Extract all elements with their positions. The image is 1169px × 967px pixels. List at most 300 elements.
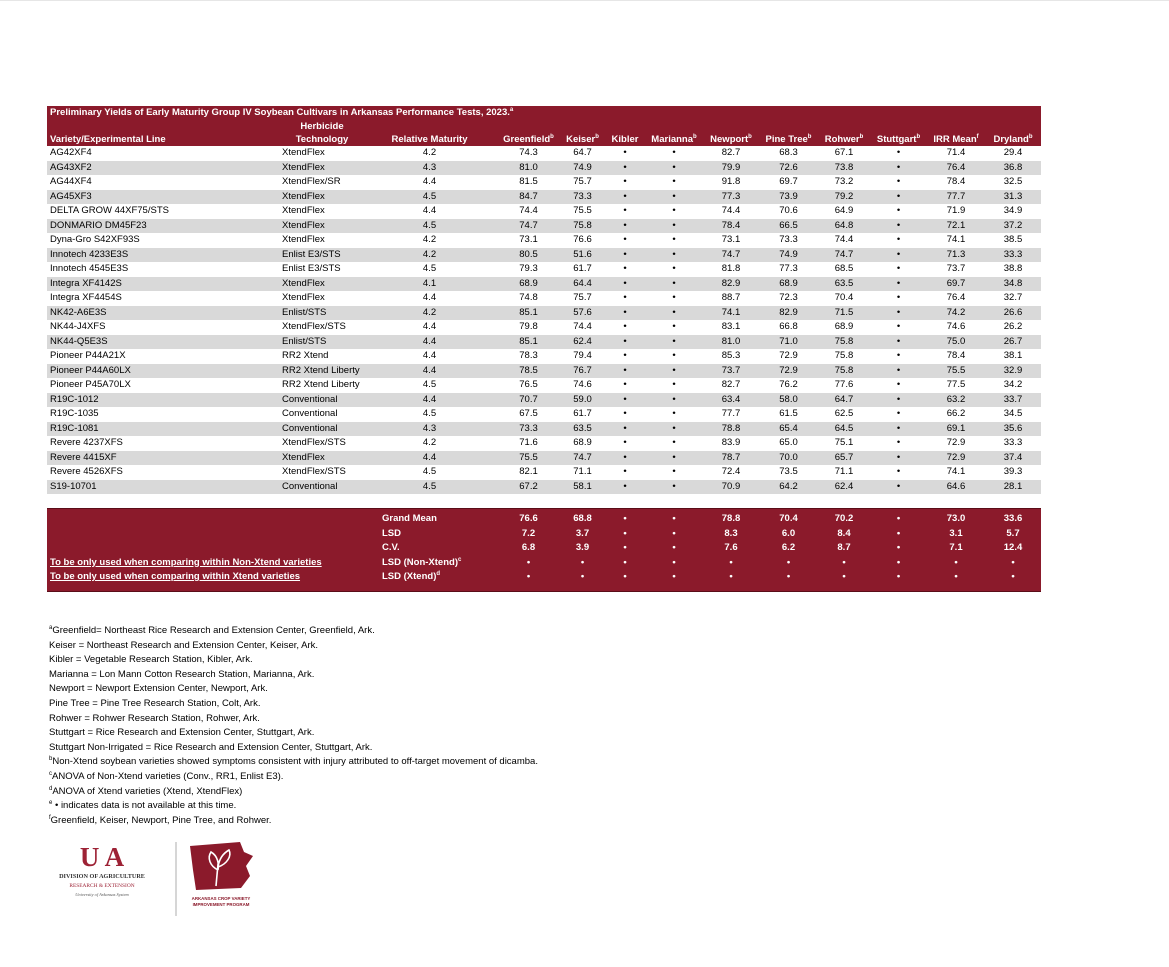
footnote-line: Marianna = Lon Mann Cotton Research Station, Marianna, Ark. [49,668,315,680]
variety-cell: R19C-1081 [47,422,282,437]
summary-value: • [842,571,846,582]
summary-label: LSD (Non-Xtend)$^c$ [382,556,462,568]
yield-cell: 72.9 [759,349,818,364]
yield-cell: 75.7 [560,291,605,306]
yield-cell: 68.3 [759,146,818,161]
header-herbicide-line1: Herbicide [282,120,362,133]
table-row [47,190,1041,205]
yield-cell: 80.5 [497,248,560,263]
variety-cell: Revere 4237XFS [47,436,282,451]
yield-cell: 74.9 [759,248,818,263]
summary-value: 3.9 [575,542,590,553]
summary-row [47,512,1041,527]
yield-cell: • [645,364,703,379]
maturity-cell: 4.2 [362,146,497,161]
herbicide-cell: XtendFlex [282,219,362,234]
variety-cell: NK44-Q5E3S [47,335,282,350]
yield-cell: • [645,393,703,408]
yield-cell: • [645,204,703,219]
comparison-note-link [47,527,382,542]
yield-cell: 74.2 [927,306,985,321]
footnote-line: $^e$ • indicates data is not available at this time. [49,799,237,812]
yield-cell: 82.9 [759,306,818,321]
header-herbicide-line2: Technology [282,133,362,146]
yield-cell: 77.6 [818,378,870,393]
summary-value: • [1011,556,1015,568]
yield-cell: • [870,190,927,205]
yield-cell: 71.9 [927,204,985,219]
yield-cell: 58.1 [560,480,605,495]
maturity-cell: 4.5 [362,190,497,205]
summary-value: 8.7 [837,542,851,553]
yield-cell: 65.4 [759,422,818,437]
summary-value: 7.2 [521,527,536,539]
yield-cell: • [645,378,703,393]
yield-cell: 66.2 [927,407,985,422]
yield-cell: 64.2 [759,480,818,495]
yield-cell: • [605,393,645,408]
uada-monogram: U A [79,842,125,872]
herbicide-cell: XtendFlex/STS [282,465,362,480]
yield-cell: • [645,175,703,190]
maturity-cell: 4.3 [362,161,497,176]
summary-value: 33.6 [1003,513,1023,524]
summary-body [47,512,1041,585]
variety-cell: NK42-A6E3S [47,306,282,321]
yield-cell: 79.4 [560,349,605,364]
yield-cell: 73.5 [759,465,818,480]
yield-cell: 71.3 [927,248,985,263]
maturity-cell: 4.5 [362,262,497,277]
yield-cell: • [605,248,645,263]
yield-cell: 79.2 [818,190,870,205]
table-row [47,248,1041,263]
yield-cell: • [605,407,645,422]
yield-cell: • [645,335,703,350]
yield-cell: 68.9 [497,277,560,292]
summary-label: LSD [382,527,401,539]
variety-cell: Innotech 4233E3S [47,248,282,263]
herbicide-cell: XtendFlex/STS [282,436,362,451]
header-location: Stuttgart$^b$ [870,133,927,146]
summary-value: 6.2 [781,542,796,553]
comparison-note-link[interactable]: To be only used when comparing within Non-Xtend varieties [50,556,322,568]
yield-cell: 71.1 [560,465,605,480]
maturity-cell: 4.4 [362,291,497,306]
yield-cell: • [605,219,645,234]
maturity-cell: 4.5 [362,407,497,422]
yield-cell: 32.9 [985,364,1041,379]
yield-cell: 72.9 [759,364,818,379]
summary-value: • [672,542,676,553]
table-row [47,407,1041,422]
summary-value: • [623,542,627,553]
yield-cell: 77.5 [927,378,985,393]
yield-cell: 78.4 [927,349,985,364]
yield-cell: • [645,480,703,495]
yield-cell: • [605,335,645,350]
herbicide-cell: Enlist E3/STS [282,262,362,277]
variety-cell: Pioneer P45A70LX [47,378,282,393]
yield-cell: • [645,262,703,277]
herbicide-cell: Enlist/STS [282,335,362,350]
header-location: Keiser$^b$ [560,133,605,146]
yield-cell: • [605,378,645,393]
yield-cell: • [870,480,927,495]
yield-cell: 83.9 [703,436,759,451]
yield-cell: 78.5 [497,364,560,379]
summary-value: 73.0 [946,513,966,524]
yield-cell: 72.1 [927,219,985,234]
yield-cell: 82.7 [703,378,759,393]
summary-value: • [842,556,846,568]
yield-cell: 31.3 [985,190,1041,205]
yield-cell: 77.3 [759,262,818,277]
summary-value: • [896,513,901,524]
footnote-line: $^a$Greenfield= Northeast Rice Research and Extension Center, Greenfield, Ark. [49,624,375,636]
yield-cell: • [645,306,703,321]
footnote-line: Keiser = Northeast Research and Extension Center, Keiser, Ark. [49,639,319,651]
yield-cell: • [605,262,645,277]
yield-cell: 73.8 [818,161,870,176]
herbicide-cell: Conventional [282,407,362,422]
summary-value: 6.8 [521,542,536,553]
yield-table [47,120,1041,494]
yield-cell: 79.3 [497,262,560,277]
footnote-line: $^b$Non-Xtend soybean varieties showed symptoms consistent with injury attributed to off-target movement of dicamba. [49,756,538,768]
herbicide-cell: XtendFlex [282,204,362,219]
herbicide-cell: XtendFlex [282,291,362,306]
summary-label: C.V. [382,542,400,553]
yield-cell: • [645,146,703,161]
yield-cell: 82.1 [497,465,560,480]
yield-cell: 64.7 [560,146,605,161]
yield-cell: 32.7 [985,291,1041,306]
header-variety: Variety/Experimental Line [47,133,282,146]
yield-cell: 65.7 [818,451,870,466]
yield-cell: • [605,451,645,466]
yield-cell: 73.7 [703,364,759,379]
yield-cell: 68.9 [759,277,818,292]
yield-cell: 70.9 [703,480,759,495]
yield-cell: • [870,291,927,306]
summary-value: • [672,527,676,539]
yield-cell: • [605,204,645,219]
table-row [47,451,1041,466]
summary-value: • [672,556,676,568]
variety-cell: Revere 4415XF [47,451,282,466]
yield-cell: 68.9 [818,320,870,335]
summary-value: 6.0 [781,527,796,539]
maturity-cell: 4.4 [362,364,497,379]
summary-value: 3.1 [949,527,963,539]
footnote-line: Stuttgart = Rice Research and Extension Center, Stuttgart, Ark. [49,727,315,739]
summary-value: 8.3 [724,527,738,539]
yield-cell: • [645,320,703,335]
summary-value: • [786,556,791,568]
yield-cell: • [605,277,645,292]
maturity-cell: 4.1 [362,277,497,292]
yield-cell: 71.1 [818,465,870,480]
table-row [47,306,1041,321]
table-row [47,480,1041,495]
uada-line1: DIVISION OF AGRICULTURE [59,873,145,880]
yield-cell: • [605,306,645,321]
footnote-line: $^f$Greenfield, Keiser, Newport, Pine Tree, and Rohwer. [49,814,272,826]
yield-cell: • [645,248,703,263]
yield-cell: 65.0 [759,436,818,451]
footnote-line: Newport = Newport Extension Center, Newport, Ark. [49,683,268,695]
yield-cell: 73.2 [818,175,870,190]
yield-cell: 62.4 [560,335,605,350]
summary-label: Grand Mean [382,513,437,524]
yield-cell: • [870,335,927,350]
yield-cell: 75.8 [818,349,870,364]
summary-value: 8.4 [837,527,851,539]
summary-value: • [954,556,958,568]
yield-cell: 78.8 [703,422,759,437]
herbicide-cell: RR2 Xtend [282,349,362,364]
summary-label: LSD (Xtend)$^d$ [382,570,441,582]
yield-cell: 73.1 [497,233,560,248]
yield-cell: 70.6 [759,204,818,219]
maturity-cell: 4.2 [362,436,497,451]
maturity-cell: 4.4 [362,393,497,408]
yield-cell: 33.3 [985,436,1041,451]
yield-cell: • [605,480,645,495]
variety-cell: Integra XF4142S [47,277,282,292]
yield-cell: 74.6 [560,378,605,393]
yield-cell: 75.5 [560,204,605,219]
yield-cell: 36.8 [985,161,1041,176]
summary-value: 3.7 [575,527,590,539]
header-location: Dryland$^b$ [985,133,1041,146]
summary-value: • [672,513,676,524]
yield-cell: 32.5 [985,175,1041,190]
yield-cell: 69.1 [927,422,985,437]
top-rule [0,0,1169,1]
yield-cell: 85.3 [703,349,759,364]
yield-cell: • [870,422,927,437]
yield-cell: 73.9 [759,190,818,205]
yield-cell: 28.1 [985,480,1041,495]
footnote-line: Stuttgart Non-Irrigated = Rice Research and Extension Center, Stuttgart, Ark. [49,741,373,753]
herbicide-cell: Enlist/STS [282,306,362,321]
yield-cell: • [870,349,927,364]
yield-cell: 67.2 [497,480,560,495]
summary-value: • [672,571,676,582]
yield-cell: • [645,219,703,234]
maturity-cell: 4.4 [362,451,497,466]
yield-cell: 64.8 [818,219,870,234]
yield-cell: 64.6 [927,480,985,495]
summary-value: • [623,513,627,524]
yield-cell: 75.5 [927,364,985,379]
yield-cell: • [870,277,927,292]
table-title-text: Preliminary Yields of Early Maturity Group IV Soybean Cultivars in Arkansas Performance Tests, 2023. [50,107,510,118]
yield-cell: • [605,233,645,248]
table-row [47,219,1041,234]
yield-cell: 73.7 [927,262,985,277]
yield-cell: 62.5 [818,407,870,422]
yield-cell: 74.6 [927,320,985,335]
summary-value: 12.4 [1003,542,1023,553]
acvip-line2: IMPROVEMENT PROGRAM [192,902,250,907]
summary-value: • [1011,571,1015,582]
yield-cell: 77.3 [703,190,759,205]
header-relative-maturity: Relative Maturity [362,133,497,146]
yield-cell: 74.9 [560,161,605,176]
summary-band [47,508,1041,592]
yield-cell: • [645,422,703,437]
yield-cell: 51.6 [560,248,605,263]
table-row [47,175,1041,190]
table-row [47,277,1041,292]
yield-cell: • [645,349,703,364]
comparison-note-link[interactable]: To be only used when comparing within Xtend varieties [50,571,301,582]
yield-cell: • [645,233,703,248]
footnotes [49,624,538,828]
summary-value: • [786,571,791,582]
title-footnote-mark: a [509,106,514,113]
maturity-cell: 4.2 [362,306,497,321]
yield-cell: 85.1 [497,335,560,350]
yield-cell: • [870,407,927,422]
yield-cell: • [605,465,645,480]
yield-cell: 70.4 [818,291,870,306]
yield-cell: 26.6 [985,306,1041,321]
yield-cell: 76.6 [560,233,605,248]
table-row [47,393,1041,408]
yield-cell: 34.5 [985,407,1041,422]
yield-cell: 88.7 [703,291,759,306]
summary-value: • [729,571,733,582]
maturity-cell: 4.5 [362,465,497,480]
yield-cell: 74.4 [703,204,759,219]
summary-value: 68.8 [573,513,592,524]
table-row [47,422,1041,437]
summary-value: 70.4 [779,513,798,524]
summary-value: 5.7 [1006,527,1020,539]
yield-cell: 63.2 [927,393,985,408]
yield-cell: • [870,451,927,466]
yield-cell: 81.8 [703,262,759,277]
yield-cell: 83.1 [703,320,759,335]
yield-cell: 75.0 [927,335,985,350]
yield-cell: 74.1 [927,465,985,480]
variety-cell: AG42XF4 [47,146,282,161]
yield-cell: 75.8 [560,219,605,234]
yield-cell: • [605,175,645,190]
herbicide-cell: XtendFlex [282,451,362,466]
yield-cell: • [605,291,645,306]
yield-cell: 75.8 [818,364,870,379]
yield-cell: • [870,233,927,248]
herbicide-cell: RR2 Xtend Liberty [282,378,362,393]
yield-cell: • [605,161,645,176]
yield-cell: 64.5 [818,422,870,437]
yield-cell: 38.8 [985,262,1041,277]
table-row [47,364,1041,379]
maturity-cell: 4.4 [362,335,497,350]
yield-cell: • [645,291,703,306]
comparison-note-link [47,512,382,527]
yield-cell: 69.7 [927,277,985,292]
yield-cell: 69.7 [759,175,818,190]
yield-cell: 78.3 [497,349,560,364]
yield-cell: 67.5 [497,407,560,422]
yield-cell: 79.9 [703,161,759,176]
maturity-cell: 4.5 [362,219,497,234]
yield-cell: 64.9 [818,204,870,219]
yield-cell: • [645,436,703,451]
yield-cell: 74.7 [818,248,870,263]
yield-cell: • [870,161,927,176]
yield-cell: 78.4 [703,219,759,234]
herbicide-cell: XtendFlex [282,146,362,161]
yield-cell: 72.9 [927,436,985,451]
yield-cell: 61.7 [560,407,605,422]
yield-cell: 72.6 [759,161,818,176]
yield-cell: 71.0 [759,335,818,350]
yield-cell: 74.3 [497,146,560,161]
yield-cell: 26.7 [985,335,1041,350]
header-location: Marianna$^b$ [645,133,703,146]
summary-value: • [526,571,531,582]
yield-cell: 73.3 [560,190,605,205]
maturity-cell: 4.2 [362,248,497,263]
yield-cell: 78.7 [703,451,759,466]
summary-value: 7.6 [724,542,738,553]
yield-cell: 38.1 [985,349,1041,364]
variety-cell: Pioneer P44A21X [47,349,282,364]
yield-cell: • [870,175,927,190]
logo-artwork [46,840,276,920]
yield-cell: 75.8 [818,335,870,350]
yield-cell: 68.5 [818,262,870,277]
uada-line2: RESEARCH & EXTENSION [69,883,135,889]
yield-cell: • [605,320,645,335]
yield-cell: 38.5 [985,233,1041,248]
table-header [47,120,1041,146]
yield-cell: 72.9 [927,451,985,466]
yield-cell: 71.5 [818,306,870,321]
yield-cell: • [605,190,645,205]
yield-cell: 29.4 [985,146,1041,161]
variety-cell: AG43XF2 [47,161,282,176]
header-location: Pine Tree$^b$ [759,133,818,146]
yield-cell: 68.9 [560,436,605,451]
yield-cell: • [645,465,703,480]
herbicide-cell: Enlist E3/STS [282,248,362,263]
yield-cell: 66.8 [759,320,818,335]
yield-cell: 74.7 [560,451,605,466]
yield-cell: 61.7 [560,262,605,277]
maturity-cell: 4.5 [362,378,497,393]
yield-cell: 74.7 [497,219,560,234]
table-row [47,378,1041,393]
yield-cell: • [605,436,645,451]
summary-value: • [580,556,585,568]
yield-cell: 74.1 [703,306,759,321]
variety-cell: NK44-J4XFS [47,320,282,335]
summary-value: 70.2 [834,513,854,524]
summary-value: • [623,527,627,539]
variety-cell: Pioneer P44A60LX [47,364,282,379]
maturity-cell: 4.4 [362,204,497,219]
variety-cell: AG44XF4 [47,175,282,190]
yield-cell: 74.8 [497,291,560,306]
